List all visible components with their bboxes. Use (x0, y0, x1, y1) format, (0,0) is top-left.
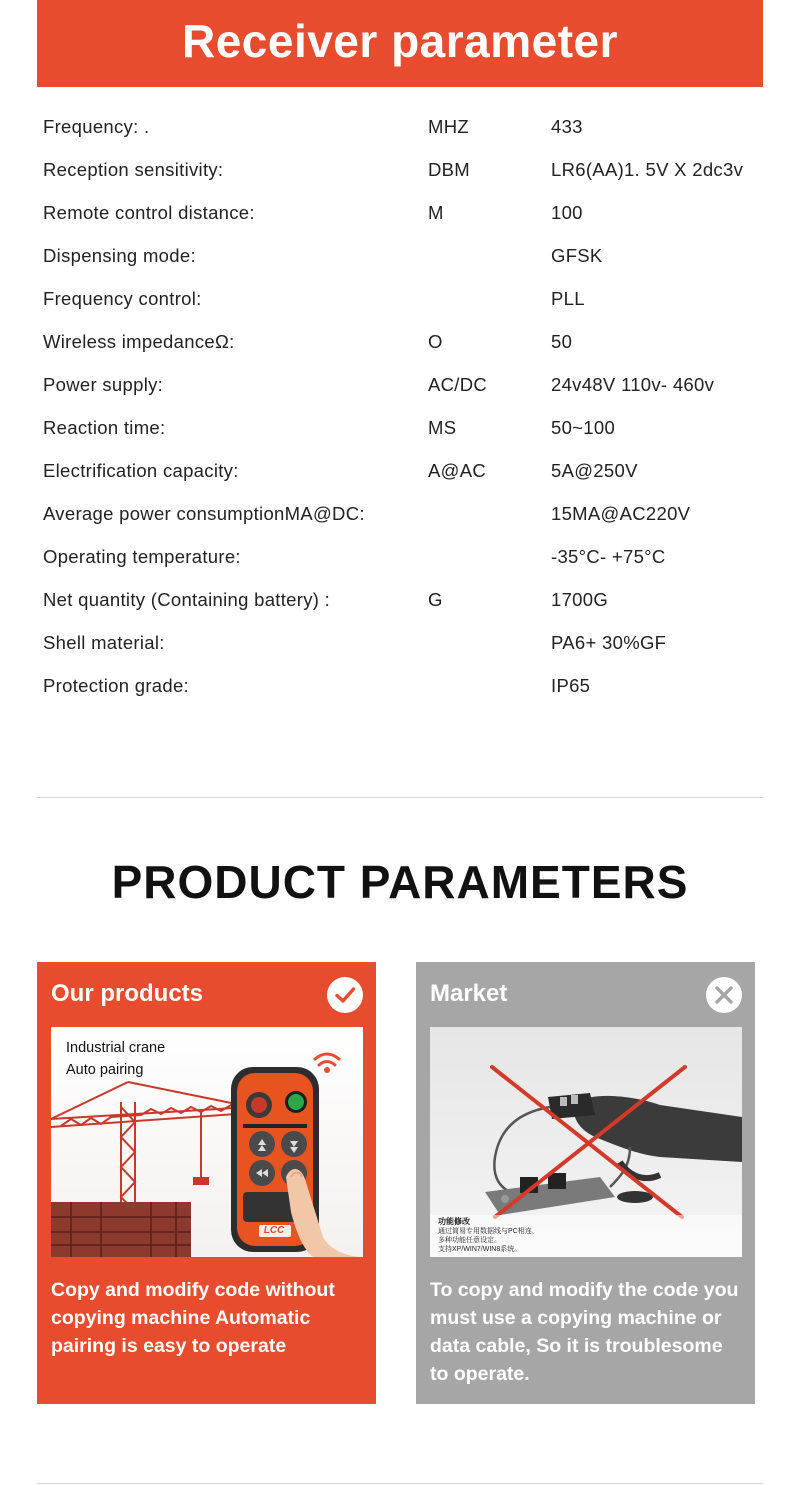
spec-value: -35°C- +75°C (551, 546, 666, 567)
spec-value: 50 (551, 331, 573, 352)
spec-value: 1700G (551, 589, 609, 610)
photo-caption-line3: 多种功能任意设定。 (438, 1237, 501, 1244)
spec-value: IP65 (551, 675, 591, 696)
photo-caption-title: 功能修改 (438, 1217, 470, 1226)
photo-caption-line4: 支持XP/WIN7/WIN8系统。 (438, 1246, 522, 1253)
spec-value: 100 (551, 202, 583, 223)
spec-label: Remote control distance: (43, 202, 255, 223)
our-products-card (37, 962, 376, 1404)
bottom-divider (37, 1483, 763, 1484)
spec-label: Reception sensitivity: (43, 159, 224, 180)
market-card (416, 962, 755, 1404)
spec-unit: AC/DC (428, 374, 488, 395)
spec-row (43, 234, 763, 277)
spec-row (43, 105, 763, 148)
spec-label: Frequency control: (43, 288, 202, 309)
spec-value: 24v48V 110v- 460v (551, 374, 715, 395)
spec-unit: O (428, 331, 443, 352)
spec-unit: G (428, 589, 443, 610)
product-parameters-title: PRODUCT PARAMETERS (111, 856, 689, 908)
spec-label: Frequency: . (43, 116, 150, 137)
spec-value: GFSK (551, 245, 603, 266)
our-products-heading: Our products (51, 980, 204, 1007)
spec-row (43, 320, 763, 363)
spec-label: Protection grade: (43, 675, 189, 696)
spec-unit: MHZ (428, 116, 469, 137)
close-icon (706, 977, 742, 1013)
spec-label: Reaction time: (43, 417, 166, 438)
spec-row (43, 406, 763, 449)
copying-machine-photo (430, 1027, 742, 1257)
spec-label: Wireless impedanceΩ: (43, 331, 235, 352)
market-heading: Market (430, 980, 508, 1007)
spec-unit: DBM (428, 159, 471, 180)
image-caption-line2: Auto pairing (66, 1062, 144, 1078)
spec-row (43, 535, 763, 578)
check-icon (327, 977, 363, 1013)
spec-row (43, 621, 763, 664)
spec-label: Shell material: (43, 632, 165, 653)
receiver-spec-table (43, 105, 763, 707)
spec-value: LR6(AA)1. 5V X 2dc3v (551, 159, 744, 180)
spec-row (43, 363, 763, 406)
remote-brand: LCC (263, 1225, 285, 1236)
spec-label: Electrification capacity: (43, 460, 239, 481)
image-caption-line1: Industrial crane (66, 1040, 166, 1056)
spec-row (43, 191, 763, 234)
spec-unit: A@AC (428, 460, 487, 481)
spec-value: PA6+ 30%GF (551, 632, 667, 653)
spec-value: PLL (551, 288, 585, 309)
spec-row (43, 492, 763, 535)
spec-label: Net quantity (Containing battery) : (43, 589, 331, 610)
spec-row (43, 578, 763, 621)
spec-label: Power supply: (43, 374, 164, 395)
spec-value: 433 (551, 116, 583, 137)
spec-row (43, 664, 763, 707)
spec-value: 15MA@AC220V (551, 503, 691, 524)
spec-label: Average power consumptionMA@DC: (43, 503, 365, 524)
spec-row (43, 148, 763, 191)
market-image (430, 1027, 742, 1257)
spec-value: 5A@250V (551, 460, 638, 481)
spec-value: 50~100 (551, 417, 616, 438)
market-description: To copy and modify the code you must use a copying machine or data cable, So it is troublesome to operate. (430, 1279, 739, 1385)
spec-unit: M (428, 202, 444, 223)
spec-row (43, 277, 763, 320)
receiver-parameter-banner (37, 0, 763, 87)
our-product-image (51, 1027, 363, 1257)
spec-label: Operating temperature: (43, 546, 241, 567)
receiver-parameter-title: Receiver parameter (181, 15, 619, 67)
section-divider (37, 797, 763, 798)
spec-unit: MS (428, 417, 457, 438)
photo-caption-line2: 通过简易专用数据线与PC相连， (438, 1228, 539, 1235)
spec-label: Dispensing mode: (43, 245, 196, 266)
spec-row (43, 449, 763, 492)
our-products-description: Copy and modify code without copying machine Automatic pairing is easy to operate (51, 1279, 335, 1357)
